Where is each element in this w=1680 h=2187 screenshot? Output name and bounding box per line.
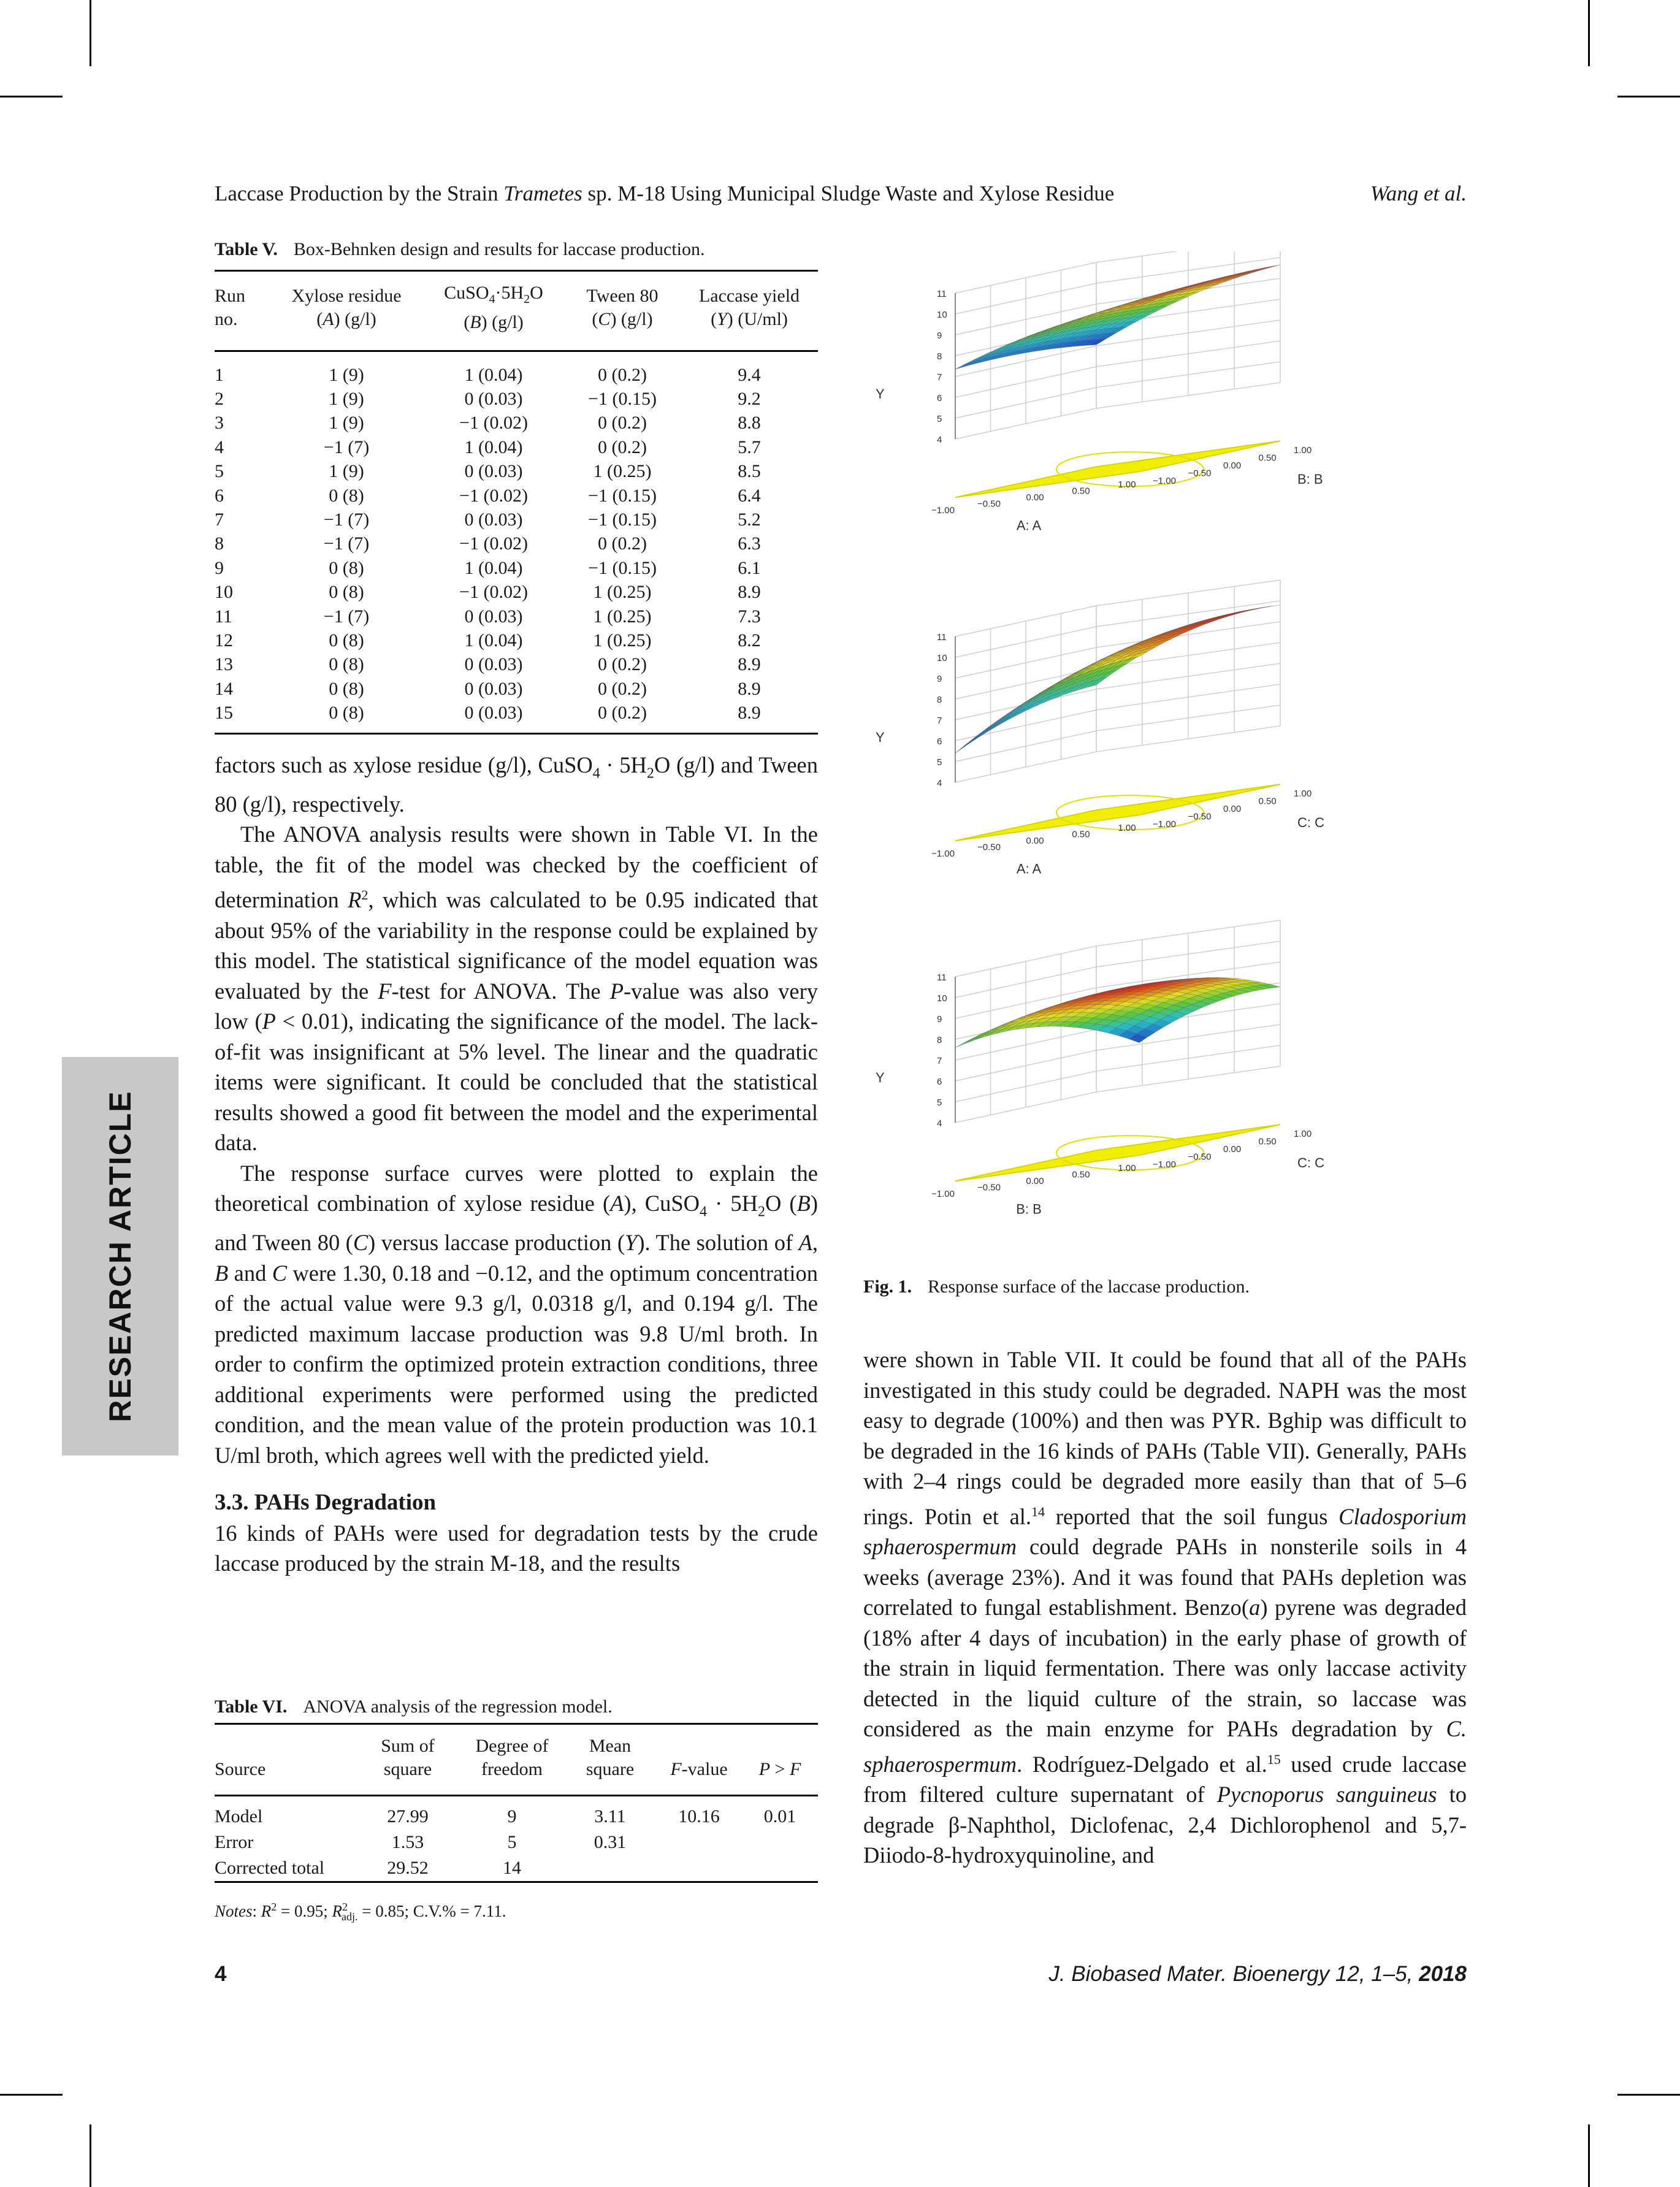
col-header-source: Source bbox=[215, 1759, 266, 1779]
table-cell: 0 (0.03) bbox=[464, 461, 523, 482]
table-cell: 6.4 bbox=[738, 485, 761, 506]
table-cell: 3.11 bbox=[594, 1806, 626, 1826]
table-cell: −1 (7) bbox=[323, 533, 370, 554]
y-tick-label: 7 bbox=[937, 1056, 942, 1066]
grid-line bbox=[955, 684, 1280, 741]
table-row bbox=[215, 677, 818, 701]
paragraph-response: The response surface curves were plotted to explain the theoretical combination of xylose residue (A), CuSO$_4$ · $5H_2O$ (B) and Tween 80 (C) versus laccase production (Y). The solution of A, B and C were 1.30, 0.18 and −0.12, and the optimum concentration of the actual value were 9.3 g/l, 0.0318 g/l, and 0.194 g/l. The predicted maximum laccase production was 9.8 U/ml broth. In order to confirm the optimized protein extraction conditions, three additional experiments were performed using the predicted condition, and the mean value of the protein production was 10.1 U/ml broth, which agrees well with the predicted yield. bbox=[215, 1160, 819, 1468]
running-authors: Wang et al. bbox=[1370, 181, 1467, 205]
grid-line bbox=[955, 643, 1280, 699]
table-cell: 0 (8) bbox=[329, 703, 364, 723]
z-tick-label: −1.00 bbox=[1153, 476, 1176, 487]
y-axis-label: Y bbox=[876, 1070, 885, 1085]
table-cell: 29.52 bbox=[387, 1858, 429, 1878]
table-row bbox=[215, 460, 818, 484]
x-tick-label: 0.00 bbox=[1026, 1176, 1044, 1187]
page-number: 4 bbox=[215, 1962, 227, 1986]
table-cell: 1 (9) bbox=[329, 461, 364, 482]
table-cell: 0 (0.03) bbox=[464, 606, 523, 627]
y-tick-label: 9 bbox=[937, 674, 942, 684]
table-cell: 5 bbox=[507, 1832, 517, 1852]
table-cell: 0 (0.2) bbox=[598, 703, 647, 723]
table-row bbox=[215, 484, 818, 508]
crop-mark bbox=[0, 2094, 63, 2096]
table-cell: 0 (0.2) bbox=[598, 437, 647, 457]
x-tick-label: 0.00 bbox=[1026, 492, 1044, 503]
y-tick-label: 5 bbox=[937, 1097, 942, 1108]
paragraph-anova: The ANOVA analysis results were shown in Table VI. In the table, the fit of the model was checked by the coefficient of determination $R^2$, which was calculated to be 0.95 indicated that about 95% of the variability in the response could be explained by this model. The statistical significance of the model equation was evaluated by the F-test for ANOVA. The P-value was also very low (P < 0.01), indicating the significance of the model. The lack-of-fit was insignificant at 5% level. The linear and the quadratic items were significant. It could be concluded that the statistical results showed a good fit between the model and the experimental data. bbox=[215, 822, 819, 1156]
right-column-text bbox=[863, 1345, 1467, 1871]
table-cell: −1 (0.02) bbox=[459, 413, 528, 433]
grid-line bbox=[955, 580, 1280, 636]
col-header-cuso4: $CuSO_4\cdot 5H_2O$ (B) (g/l) bbox=[444, 283, 543, 332]
table6-notes: Notes: $R^2 = 0.95$; $R^2_{adj.} = 0.85$; C.V.% = 7.11. bbox=[215, 1901, 506, 1923]
y-axis-label: Y bbox=[876, 386, 885, 402]
section-heading: 3.3. PAHs Degradation bbox=[215, 1490, 437, 1516]
table-cell: −1 (0.02) bbox=[459, 485, 528, 506]
table-cell: 1 (0.25) bbox=[593, 606, 652, 627]
table-cell: 1 (9) bbox=[329, 413, 364, 433]
table-cell: 10 bbox=[215, 582, 233, 603]
table-cell: 0.01 bbox=[763, 1806, 796, 1826]
x-tick-label: 1.00 bbox=[1118, 1163, 1136, 1174]
x-tick-label: −1.00 bbox=[931, 1189, 955, 1200]
grid-line bbox=[955, 663, 1280, 720]
figure-1 bbox=[863, 251, 1467, 1257]
table-cell: 2 bbox=[215, 389, 224, 410]
table-row bbox=[215, 605, 818, 628]
surface-patch bbox=[955, 362, 973, 369]
y-tick-label: 10 bbox=[937, 993, 947, 1004]
table-cell: Model bbox=[215, 1806, 263, 1826]
figure-caption: Fig. 1. Response surface of the laccase production. bbox=[863, 1277, 1250, 1297]
table-cell: 12 bbox=[215, 630, 233, 651]
table-cell: 9.2 bbox=[738, 389, 761, 410]
table-cell: −1 (0.15) bbox=[588, 557, 657, 578]
crop-mark bbox=[1617, 96, 1680, 97]
grid-line bbox=[955, 362, 1280, 418]
table-cell: 1 (0.04) bbox=[464, 364, 523, 385]
table-cell: −1 (0.15) bbox=[588, 510, 657, 530]
z-tick-label: −0.50 bbox=[1188, 1151, 1212, 1162]
table-cell: 0 (8) bbox=[329, 654, 364, 675]
z-tick-label: −1.00 bbox=[1153, 819, 1176, 830]
col-header-p: P > F bbox=[758, 1759, 801, 1779]
grid-line bbox=[955, 251, 1280, 293]
table-row bbox=[215, 701, 818, 733]
table5 bbox=[215, 270, 818, 735]
table-header-row bbox=[215, 271, 818, 351]
table-cell: 1 (0.04) bbox=[464, 557, 523, 578]
table6-caption: Table VI. ANOVA analysis of the regression model. bbox=[215, 1697, 613, 1717]
col-header-yield: Laccase yield (Y) (U/ml) bbox=[698, 286, 800, 329]
table-cell: Corrected total bbox=[215, 1858, 325, 1878]
z-axis-name: C: C bbox=[1297, 1155, 1324, 1171]
y-tick-label: 6 bbox=[937, 393, 942, 403]
table-cell: 5.7 bbox=[738, 437, 761, 457]
x-tick-label: 0.50 bbox=[1072, 829, 1090, 840]
x-axis-name: B: B bbox=[1016, 1201, 1042, 1217]
y-tick-label: 5 bbox=[937, 414, 942, 424]
grid-line bbox=[955, 1045, 1280, 1102]
surface-patch bbox=[955, 1039, 973, 1048]
journal-citation: J. Biobased Mater. Bioenergy 12, 1–5, 2018 bbox=[1048, 1962, 1467, 1986]
table-cell: −1 (7) bbox=[323, 437, 370, 457]
table-cell: 27.99 bbox=[387, 1806, 429, 1826]
table5-caption: Table V. Box-Behnken design and results for laccase production. bbox=[215, 239, 705, 259]
table-cell: 8.9 bbox=[738, 582, 761, 603]
table-cell: 8.5 bbox=[738, 461, 761, 482]
z-tick-label: 0.50 bbox=[1258, 452, 1277, 464]
running-header bbox=[215, 181, 1467, 206]
y-tick-label: 11 bbox=[937, 632, 947, 643]
table-row bbox=[215, 435, 818, 459]
y-tick-label: 7 bbox=[937, 372, 942, 383]
table-cell: 9 bbox=[507, 1806, 517, 1826]
table-cell bbox=[656, 1855, 742, 1882]
table-cell: 14 bbox=[215, 678, 233, 699]
table-cell: 1 (0.04) bbox=[464, 437, 523, 457]
research-article-tab: RESEARCH ARTICLE bbox=[62, 1057, 178, 1456]
table-cell: 1 (0.25) bbox=[593, 461, 652, 482]
table-cell bbox=[564, 1855, 656, 1882]
z-axis-name: C: C bbox=[1297, 815, 1324, 831]
y-tick-label: 8 bbox=[937, 695, 942, 705]
table6 bbox=[215, 1723, 818, 1883]
y-tick-label: 11 bbox=[937, 972, 947, 983]
table-cell: 13 bbox=[215, 654, 233, 675]
table-cell: 9.4 bbox=[738, 364, 761, 385]
table-cell: 4 bbox=[215, 437, 224, 457]
z-tick-label: −1.00 bbox=[1153, 1159, 1176, 1170]
crop-mark bbox=[90, 0, 91, 66]
table-row bbox=[215, 1796, 818, 1830]
table-cell: 1 (9) bbox=[329, 389, 364, 410]
z-tick-label: 0.50 bbox=[1258, 796, 1277, 807]
table-cell: 0 (0.03) bbox=[464, 654, 523, 675]
table-row bbox=[215, 532, 818, 556]
y-tick-label: 4 bbox=[937, 1118, 942, 1129]
table-cell: 0 (0.2) bbox=[598, 364, 647, 385]
z-tick-label: 0.00 bbox=[1223, 460, 1242, 471]
paragraph-pahs-results: were shown in Table VII. It could be found that all of the PAHs investigated in this study could be degraded. NAPH was the most easy to degrade (100%) and then was PYR. Bghip was difficult to be degraded in the 16 kinds of PAHs (Table VII). Generally, PAHs with 2–4 rings could be degraded more easily than that of 5–6 rings. Potin et al.$^{14}$ reported that the soil fungus Cladosporium sphaerospermum could degrade PAHs in nonsterile soils in 4 weeks (average 23%). And it was found that PAHs depletion was correlated to fungal establishment. Benzo(a) pyrene was degraded (18% after 4 days of incubation) in the early phase of growth of the strain in liquid fermentation. There was only laccase activity detected in the liquid culture of the strain, so laccase was considered as the main enzyme for PAHs degradation by C. sphaerospermum. Rodríguez-Delgado et al.$^{15}$ used crude laccase from filtered culture supernatant of Pycnoporus sanguineus to degrade β-Naphthol, Diclofenac, 2,4 Dichlorophenol and 5,7-Diiodo-8-hydroxyquinoline, and bbox=[863, 1347, 1467, 1868]
x-axis-name: A: A bbox=[1016, 861, 1042, 877]
col-header-f: F-value bbox=[670, 1759, 728, 1779]
table-cell: −1 (0.15) bbox=[588, 485, 657, 506]
z-tick-label: −0.50 bbox=[1188, 468, 1212, 479]
table-cell: 8 bbox=[215, 533, 224, 554]
table-cell: 3 bbox=[215, 413, 224, 433]
table-cell: 0.31 bbox=[594, 1832, 627, 1852]
grid-line bbox=[955, 1066, 1280, 1123]
table-cell bbox=[656, 1830, 742, 1855]
x-tick-label: −1.00 bbox=[931, 849, 955, 860]
x-tick-label: 0.50 bbox=[1072, 486, 1090, 497]
table-cell: 15 bbox=[215, 703, 233, 723]
table-cell: 0 (0.03) bbox=[464, 678, 523, 699]
table-cell: −1 (0.15) bbox=[588, 389, 657, 410]
col-header-mean: Mean square bbox=[586, 1736, 635, 1779]
y-tick-label: 10 bbox=[937, 653, 947, 663]
table-cell bbox=[742, 1830, 818, 1855]
table-cell: −1 (0.02) bbox=[459, 582, 528, 603]
col-header-df: Degree of freedom bbox=[475, 1736, 549, 1779]
crop-mark bbox=[0, 96, 63, 97]
table-cell: 0 (0.03) bbox=[464, 389, 523, 410]
table-row bbox=[215, 508, 818, 532]
z-tick-label: 1.00 bbox=[1294, 1129, 1312, 1140]
y-tick-label: 9 bbox=[937, 1014, 942, 1025]
table-cell: 7 bbox=[215, 510, 224, 530]
table-row bbox=[215, 351, 818, 387]
grid-line bbox=[955, 601, 1280, 657]
crop-mark bbox=[90, 2124, 91, 2187]
col-header-xylose: Xylose residue (A) (g/l) bbox=[291, 286, 402, 329]
table-cell: 6 bbox=[215, 485, 224, 506]
col-header-sum: Sum of square bbox=[381, 1736, 435, 1779]
table-cell: 0 (8) bbox=[329, 678, 364, 699]
y-tick-label: 4 bbox=[937, 778, 942, 788]
x-tick-label: −0.50 bbox=[977, 498, 1001, 510]
table-cell: 0 (8) bbox=[329, 582, 364, 603]
table-row bbox=[215, 411, 818, 435]
table-cell: 8.9 bbox=[738, 678, 761, 699]
table-cell: 5 bbox=[215, 461, 224, 482]
running-title: Laccase Production by the Strain Trametes sp. M-18 Using Municipal Sludge Waste and Xylose Residue bbox=[215, 181, 1115, 205]
x-tick-label: 0.00 bbox=[1026, 836, 1044, 847]
table-cell: 0 (0.2) bbox=[598, 654, 647, 675]
col-header-run: Run no. bbox=[215, 286, 246, 329]
table-cell: 11 bbox=[215, 606, 232, 627]
grid-line bbox=[955, 705, 1280, 761]
table-cell bbox=[742, 1855, 818, 1882]
table-cell: 6.1 bbox=[738, 557, 761, 578]
z-tick-label: 1.00 bbox=[1294, 445, 1312, 456]
table-cell: 8.2 bbox=[738, 630, 761, 651]
y-tick-label: 6 bbox=[937, 736, 942, 747]
table-cell: 0 (8) bbox=[329, 557, 364, 578]
table-cell: 1 bbox=[215, 364, 224, 385]
y-tick-label: 11 bbox=[937, 289, 947, 299]
table-cell: 1 (9) bbox=[329, 364, 364, 385]
table-cell: −1 (7) bbox=[323, 606, 370, 627]
table-row bbox=[215, 556, 818, 580]
paragraph-pahs: 16 kinds of PAHs were used for degradation tests by the crude laccase produced by the strain M-18, and the results bbox=[215, 1520, 818, 1576]
grid-line bbox=[955, 726, 1280, 782]
y-axis-label: Y bbox=[876, 730, 885, 745]
response-surface-plots bbox=[863, 251, 1467, 1257]
table-header-row bbox=[215, 1724, 818, 1796]
table-cell: 1 (0.25) bbox=[593, 630, 652, 651]
z-tick-label: 1.00 bbox=[1294, 788, 1312, 800]
y-tick-label: 10 bbox=[937, 310, 947, 320]
grid-line bbox=[955, 383, 1280, 439]
crop-mark bbox=[1588, 2124, 1590, 2187]
table-cell: 0 (0.2) bbox=[598, 678, 647, 699]
table-cell: 0 (0.03) bbox=[464, 703, 523, 723]
y-tick-label: 6 bbox=[937, 1077, 942, 1087]
y-tick-label: 4 bbox=[937, 435, 942, 445]
table-cell: 0 (0.03) bbox=[464, 510, 523, 530]
table-cell: −1 (0.02) bbox=[459, 533, 528, 554]
x-axis-name: A: A bbox=[1016, 517, 1042, 533]
table-cell: 1.53 bbox=[391, 1832, 424, 1852]
x-tick-label: 0.50 bbox=[1072, 1169, 1090, 1180]
table-cell: −1 (7) bbox=[323, 510, 370, 530]
table-cell: 6.3 bbox=[738, 533, 761, 554]
x-tick-label: −0.50 bbox=[977, 842, 1001, 853]
y-tick-label: 7 bbox=[937, 716, 942, 726]
table-row bbox=[215, 1830, 818, 1855]
grid-line bbox=[955, 920, 1280, 977]
page-footer bbox=[215, 1962, 1467, 1987]
left-column-text bbox=[215, 750, 818, 1579]
table-cell: 0 (0.2) bbox=[598, 533, 647, 554]
crop-mark bbox=[1588, 0, 1590, 66]
table-row bbox=[215, 581, 818, 605]
table-row bbox=[215, 387, 818, 411]
table-cell: 1 (0.25) bbox=[593, 582, 652, 603]
paragraph: factors such as xylose residue (g/l), CuSO$_4$ · $5H_2O$ (g/l) and Tween 80 (g/l), respectively. bbox=[215, 752, 819, 817]
col-header-tween: Tween 80 (C) (g/l) bbox=[586, 286, 659, 329]
y-tick-label: 8 bbox=[937, 1035, 942, 1045]
x-tick-label: −0.50 bbox=[977, 1182, 1001, 1193]
x-tick-label: −1.00 bbox=[931, 505, 955, 516]
table-cell: 0 (8) bbox=[329, 485, 364, 506]
z-tick-label: 0.50 bbox=[1258, 1136, 1277, 1147]
x-tick-label: 1.00 bbox=[1118, 823, 1136, 834]
x-tick-label: 1.00 bbox=[1118, 479, 1136, 490]
y-tick-label: 9 bbox=[937, 330, 942, 341]
table-row bbox=[215, 628, 818, 652]
table-cell: Error bbox=[215, 1832, 254, 1852]
z-tick-label: 0.00 bbox=[1223, 1144, 1242, 1155]
table-row bbox=[215, 653, 818, 677]
z-tick-label: 0.00 bbox=[1223, 804, 1242, 815]
table-cell: 8.9 bbox=[738, 654, 761, 675]
z-axis-name: B: B bbox=[1297, 471, 1323, 487]
table-cell: 0 (0.2) bbox=[598, 413, 647, 433]
table-row bbox=[215, 1855, 818, 1882]
table-cell: 9 bbox=[215, 557, 224, 578]
crop-mark bbox=[1617, 2094, 1680, 2096]
grid-line bbox=[955, 258, 1280, 314]
table-cell: 7.3 bbox=[738, 606, 761, 627]
y-tick-label: 5 bbox=[937, 757, 942, 768]
table-cell: 10.16 bbox=[678, 1806, 720, 1826]
table-cell: 14 bbox=[503, 1858, 521, 1878]
table-cell: 1 (0.04) bbox=[464, 630, 523, 651]
table-cell: 8.9 bbox=[738, 703, 761, 723]
y-tick-label: 8 bbox=[937, 351, 942, 362]
table-cell: 8.8 bbox=[738, 413, 761, 433]
z-tick-label: −0.50 bbox=[1188, 811, 1212, 822]
table-cell: 5.2 bbox=[738, 510, 761, 530]
table-cell: 0 (8) bbox=[329, 630, 364, 651]
